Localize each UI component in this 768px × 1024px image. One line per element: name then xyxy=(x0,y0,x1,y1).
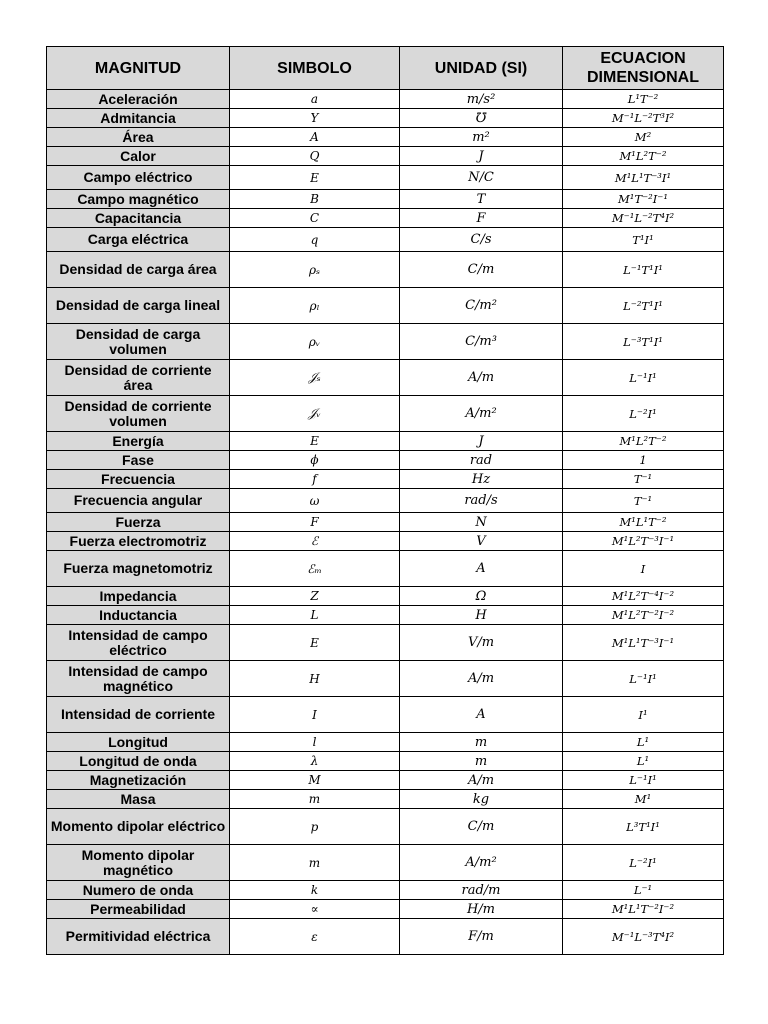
simbolo-cell: ℰₘ xyxy=(230,551,400,587)
unidad-cell: rad xyxy=(400,451,563,470)
unidad-cell: F/m xyxy=(400,919,563,955)
simbolo-cell: q xyxy=(230,228,400,252)
unidad-cell: Hz xyxy=(400,470,563,489)
magnitud-cell: Carga eléctrica xyxy=(47,228,230,252)
table-row xyxy=(47,845,724,881)
magnitud-cell: Densidad de carga volumen xyxy=(47,324,230,360)
unidad-cell: A/m xyxy=(400,661,563,697)
magnitud-cell: Energía xyxy=(47,432,230,451)
ecuacion-cell: L¹ xyxy=(563,752,724,771)
unidad-cell: kg xyxy=(400,790,563,809)
simbolo-cell: p xyxy=(230,809,400,845)
unidad-cell: F xyxy=(400,209,563,228)
table-row xyxy=(47,551,724,587)
simbolo-cell: ω xyxy=(230,489,400,513)
table-row xyxy=(47,489,724,513)
unidad-cell: m/s² xyxy=(400,90,563,109)
magnitud-cell: Frecuencia angular xyxy=(47,489,230,513)
table-row xyxy=(47,919,724,955)
magnitudes-table xyxy=(46,46,724,955)
table-row xyxy=(47,881,724,900)
simbolo-cell: C xyxy=(230,209,400,228)
table-row xyxy=(47,752,724,771)
magnitud-cell: Capacitancia xyxy=(47,209,230,228)
simbolo-cell: 𝒥ᵥ xyxy=(230,396,400,432)
ecuacion-cell: M⁻¹L⁻²T⁴I² xyxy=(563,209,724,228)
magnitud-cell: Momento dipolar magnético xyxy=(47,845,230,881)
table-row xyxy=(47,90,724,109)
magnitud-cell: Densidad de corriente volumen xyxy=(47,396,230,432)
ecuacion-cell: I xyxy=(563,551,724,587)
simbolo-cell: E xyxy=(230,625,400,661)
table-row xyxy=(47,809,724,845)
table-row xyxy=(47,432,724,451)
header-simbolo: SIMBOLO xyxy=(230,47,400,90)
table-row xyxy=(47,513,724,532)
unidad-cell: H/m xyxy=(400,900,563,919)
ecuacion-cell: M⁻¹L⁻²T³I² xyxy=(563,109,724,128)
simbolo-cell: ∝ xyxy=(230,900,400,919)
unidad-cell: N xyxy=(400,513,563,532)
magnitud-cell: Calor xyxy=(47,147,230,166)
simbolo-cell: f xyxy=(230,470,400,489)
simbolo-cell: m xyxy=(230,845,400,881)
magnitud-cell: Inductancia xyxy=(47,606,230,625)
ecuacion-cell: T⁻¹ xyxy=(563,470,724,489)
table-row xyxy=(47,532,724,551)
magnitud-cell: Fuerza xyxy=(47,513,230,532)
ecuacion-cell: L⁻¹T¹I¹ xyxy=(563,252,724,288)
simbolo-cell: A xyxy=(230,128,400,147)
simbolo-cell: ρₗ xyxy=(230,288,400,324)
ecuacion-cell: L⁻¹ xyxy=(563,881,724,900)
unidad-cell: A xyxy=(400,697,563,733)
ecuacion-cell: M¹L¹T⁻³I¹ xyxy=(563,166,724,190)
unidad-cell: Ω xyxy=(400,587,563,606)
unidad-cell: A/m xyxy=(400,360,563,396)
table-row xyxy=(47,190,724,209)
unidad-cell: H xyxy=(400,606,563,625)
table-row xyxy=(47,128,724,147)
magnitud-cell: Frecuencia xyxy=(47,470,230,489)
magnitud-cell: Densidad de corriente área xyxy=(47,360,230,396)
header-unidad: UNIDAD (SI) xyxy=(400,47,563,90)
table-header-row xyxy=(47,47,724,90)
unidad-cell: m xyxy=(400,752,563,771)
unidad-cell: m² xyxy=(400,128,563,147)
ecuacion-cell: L⁻¹I¹ xyxy=(563,661,724,697)
simbolo-cell: B xyxy=(230,190,400,209)
simbolo-cell: I xyxy=(230,697,400,733)
table-row xyxy=(47,360,724,396)
unidad-cell: V xyxy=(400,532,563,551)
ecuacion-cell: L⁻¹I¹ xyxy=(563,771,724,790)
ecuacion-cell: M¹L²T⁻²I⁻² xyxy=(563,606,724,625)
table-row xyxy=(47,147,724,166)
magnitud-cell: Aceleración xyxy=(47,90,230,109)
unidad-cell: J xyxy=(400,432,563,451)
unidad-cell: J xyxy=(400,147,563,166)
ecuacion-cell: M² xyxy=(563,128,724,147)
magnitud-cell: Impedancia xyxy=(47,587,230,606)
ecuacion-cell: 1 xyxy=(563,451,724,470)
simbolo-cell: ϕ xyxy=(230,451,400,470)
table-row xyxy=(47,900,724,919)
unidad-cell: A xyxy=(400,551,563,587)
magnitud-cell: Campo eléctrico xyxy=(47,166,230,190)
magnitud-cell: Longitud de onda xyxy=(47,752,230,771)
ecuacion-cell: T¹I¹ xyxy=(563,228,724,252)
magnitud-cell: Intensidad de campo magnético xyxy=(47,661,230,697)
table-row xyxy=(47,587,724,606)
magnitud-cell: Numero de onda xyxy=(47,881,230,900)
ecuacion-cell: L⁻²T¹I¹ xyxy=(563,288,724,324)
simbolo-cell: k xyxy=(230,881,400,900)
unidad-cell: A/m² xyxy=(400,845,563,881)
ecuacion-cell: L⁻²I¹ xyxy=(563,396,724,432)
table-row xyxy=(47,697,724,733)
magnitud-cell: Fase xyxy=(47,451,230,470)
ecuacion-cell: M¹ xyxy=(563,790,724,809)
simbolo-cell: a xyxy=(230,90,400,109)
ecuacion-cell: M¹T⁻²I⁻¹ xyxy=(563,190,724,209)
table-row xyxy=(47,396,724,432)
simbolo-cell: m xyxy=(230,790,400,809)
simbolo-cell: M xyxy=(230,771,400,790)
ecuacion-cell: T⁻¹ xyxy=(563,489,724,513)
ecuacion-cell: M¹L²T⁻² xyxy=(563,432,724,451)
unidad-cell: T xyxy=(400,190,563,209)
simbolo-cell: ε xyxy=(230,919,400,955)
simbolo-cell: λ xyxy=(230,752,400,771)
simbolo-cell: l xyxy=(230,733,400,752)
magnitud-cell: Fuerza electromotriz xyxy=(47,532,230,551)
header-ecuacion: ECUACION DIMENSIONAL xyxy=(563,47,724,90)
unidad-cell: rad/m xyxy=(400,881,563,900)
magnitud-cell: Masa xyxy=(47,790,230,809)
table-row xyxy=(47,470,724,489)
ecuacion-cell: L⁻¹I¹ xyxy=(563,360,724,396)
ecuacion-cell: M¹L²T⁻³I⁻¹ xyxy=(563,532,724,551)
simbolo-cell: E xyxy=(230,432,400,451)
table-row xyxy=(47,228,724,252)
ecuacion-cell: M⁻¹L⁻³T⁴I² xyxy=(563,919,724,955)
simbolo-cell: ρᵥ xyxy=(230,324,400,360)
ecuacion-cell: M¹L¹T⁻²I⁻² xyxy=(563,900,724,919)
magnitud-cell: Admitancia xyxy=(47,109,230,128)
magnitud-cell: Área xyxy=(47,128,230,147)
simbolo-cell: ℰ xyxy=(230,532,400,551)
ecuacion-cell: M¹L²T⁻⁴I⁻² xyxy=(563,587,724,606)
table-row xyxy=(47,661,724,697)
unidad-cell: C/m xyxy=(400,252,563,288)
magnitud-cell: Intensidad de campo eléctrico xyxy=(47,625,230,661)
unidad-cell: C/m xyxy=(400,809,563,845)
table-body xyxy=(47,90,724,955)
ecuacion-cell: L¹ xyxy=(563,733,724,752)
magnitud-cell: Intensidad de corriente xyxy=(47,697,230,733)
table-row xyxy=(47,625,724,661)
table-row xyxy=(47,209,724,228)
simbolo-cell: L xyxy=(230,606,400,625)
table-row xyxy=(47,324,724,360)
magnitud-cell: Campo magnético xyxy=(47,190,230,209)
unidad-cell: C/m² xyxy=(400,288,563,324)
unidad-cell: C/s xyxy=(400,228,563,252)
magnitud-cell: Fuerza magnetomotriz xyxy=(47,551,230,587)
magnitud-cell: Magnetización xyxy=(47,771,230,790)
table-row xyxy=(47,733,724,752)
simbolo-cell: F xyxy=(230,513,400,532)
ecuacion-cell: M¹L²T⁻² xyxy=(563,147,724,166)
header-magnitud: MAGNITUD xyxy=(47,47,230,90)
table-row xyxy=(47,252,724,288)
table-row xyxy=(47,109,724,128)
unidad-cell: A/m² xyxy=(400,396,563,432)
magnitud-cell: Permeabilidad xyxy=(47,900,230,919)
unidad-cell: A/m xyxy=(400,771,563,790)
magnitud-cell: Longitud xyxy=(47,733,230,752)
simbolo-cell: ρₛ xyxy=(230,252,400,288)
simbolo-cell: Υ xyxy=(230,109,400,128)
ecuacion-cell: M¹L¹T⁻² xyxy=(563,513,724,532)
magnitud-cell: Momento dipolar eléctrico xyxy=(47,809,230,845)
table-row xyxy=(47,771,724,790)
unidad-cell: rad/s xyxy=(400,489,563,513)
table-row xyxy=(47,166,724,190)
table-row xyxy=(47,451,724,470)
ecuacion-cell: L¹T⁻² xyxy=(563,90,724,109)
table-row xyxy=(47,288,724,324)
simbolo-cell: E xyxy=(230,166,400,190)
ecuacion-cell: L³T¹I¹ xyxy=(563,809,724,845)
magnitud-cell: Permitividad eléctrica xyxy=(47,919,230,955)
simbolo-cell: H xyxy=(230,661,400,697)
unidad-cell: m xyxy=(400,733,563,752)
table-row xyxy=(47,790,724,809)
ecuacion-cell: I¹ xyxy=(563,697,724,733)
table-row xyxy=(47,606,724,625)
simbolo-cell: 𝒥ₛ xyxy=(230,360,400,396)
unidad-cell: C/m³ xyxy=(400,324,563,360)
unidad-cell: ℧ xyxy=(400,109,563,128)
ecuacion-cell: L⁻³T¹I¹ xyxy=(563,324,724,360)
magnitud-cell: Densidad de carga área xyxy=(47,252,230,288)
magnitud-cell: Densidad de carga lineal xyxy=(47,288,230,324)
unidad-cell: N/C xyxy=(400,166,563,190)
simbolo-cell: Q xyxy=(230,147,400,166)
simbolo-cell: Z xyxy=(230,587,400,606)
unidad-cell: V/m xyxy=(400,625,563,661)
ecuacion-cell: L⁻²I¹ xyxy=(563,845,724,881)
ecuacion-cell: M¹L¹T⁻³I⁻¹ xyxy=(563,625,724,661)
